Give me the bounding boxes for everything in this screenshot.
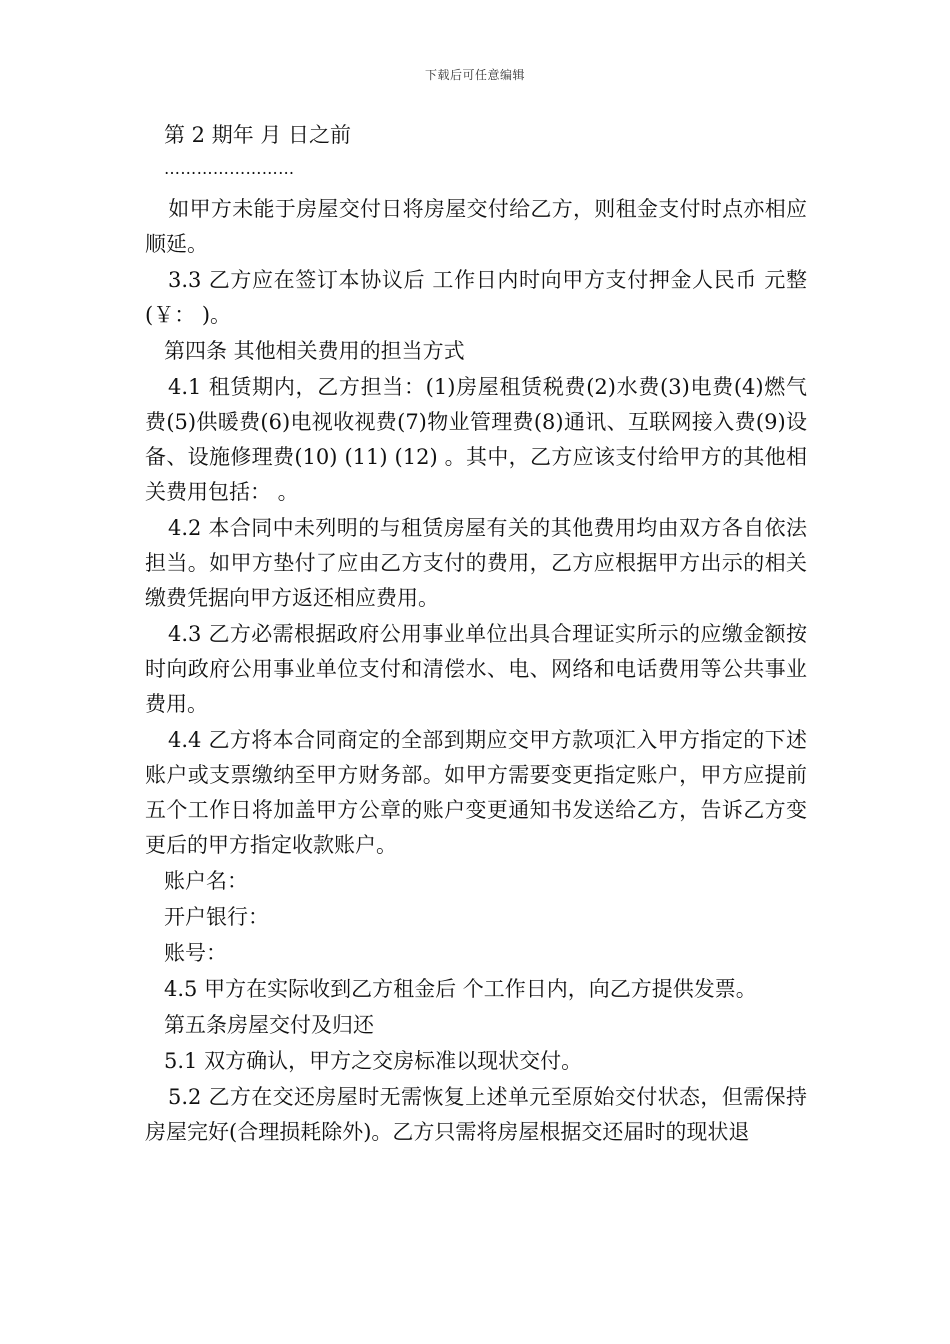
paragraph-installment: 第 2 期年 月 日之前 [164,123,352,147]
paragraph-4-2: 4.2 本合同中未列明的与租赁房屋有关的其他费用均由双方各自依法担当。如甲方垫付了应由乙方支付的费用，乙方应根据甲方出示的相关缴费凭据向甲方返还相应费用。 [145,516,807,610]
paragraph-4-3: 4.3 乙方必需根据政府公用事业单位出具合理证实所示的应缴金额按时向政府公用事业单位支付和清偿水、电、网络和电话费用等公共事业费用。 [145,622,807,716]
paragraph-4-1: 4.1 租赁期内，乙方担当：(1)房屋租赁税费(2)水费(3)电费(4)燃气费(5)供暖费(6)电视收视费(7)物业管理费(8)通讯、互联网接入费(9)设备、设施修理费(10) (11) (12) 。其中，乙方应该支付给甲方的其他相关费用包括： 。 [145,375,807,504]
paragraph-3-3: 3.3 乙方应在签订本协议后 工作日内时向甲方支付押金人民币 元整(￥： )。 [145,268,807,327]
section-heading-4: 第四条 其他相关费用的担当方式 [164,339,465,363]
page-header: 下载后可任意编辑 [424,68,525,82]
paragraph-4-5: 4.5 甲方在实际收到乙方租金后 个工作日内，向乙方提供发票。 [164,977,757,1001]
bank-line: 开户银行： [164,905,269,929]
account-number-line: 账号： [164,941,227,965]
paragraph-delay: 如甲方未能于房屋交付日将房屋交付给乙方，则租金支付时点亦相应顺延。 [145,197,807,256]
document-body [145,118,807,1151]
paragraph-5-1: 5.1 双方确认，甲方之交房标准以现状交付。 [164,1049,583,1073]
account-name-line: 账户名： [164,869,248,893]
ellipsis-line: …………………… [164,159,295,178]
section-heading-5: 第五条房屋交付及归还 [164,1013,374,1037]
paragraph-4-4: 4.4 乙方将本合同商定的全部到期应交甲方款项汇入甲方指定的下述账户或支票缴纳至甲方财务部。如甲方需要变更指定账户，甲方应提前五个工作日将加盖甲方公章的账户变更通知书发送给乙方，告诉乙方变更后的甲方指定收款账户。 [145,728,807,857]
paragraph-5-2: 5.2 乙方在交还房屋时无需恢复上述单元至原始交付状态，但需保持房屋完好(合理损耗除外)。乙方只需将房屋根据交还届时的现状退 [145,1085,807,1144]
